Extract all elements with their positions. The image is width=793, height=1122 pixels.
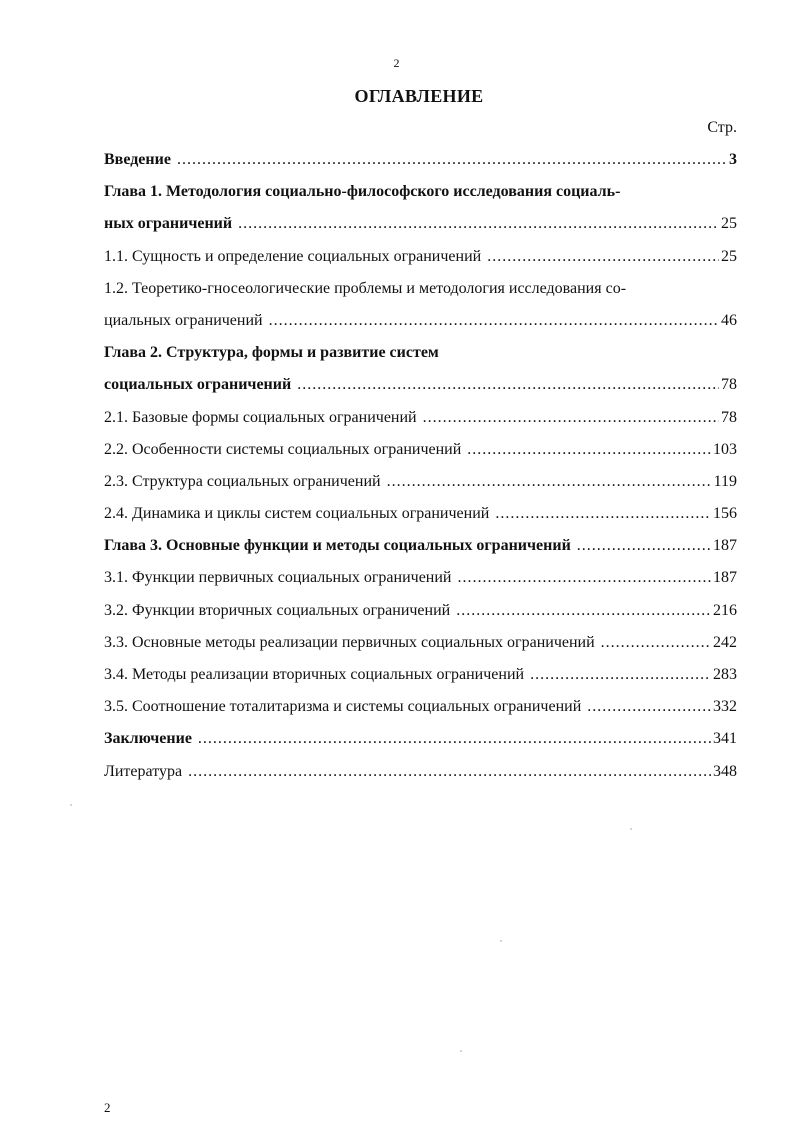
toc-entry-section-3-1[interactable]	[104, 562, 737, 594]
toc-leader-dots	[458, 562, 712, 594]
toc-entry-title: 1.2. Теоретико-гносеологические проблемы и методология исследования со-	[104, 279, 627, 297]
toc-leader-dots	[423, 402, 719, 434]
toc-leader-dots	[198, 723, 711, 755]
page-column-label: Стр.	[707, 119, 737, 136]
toc-entry-section-3-4[interactable]	[104, 659, 737, 691]
toc-entry-title: Заключение	[104, 730, 192, 748]
toc-entry-section-2-2[interactable]	[104, 434, 737, 466]
toc-entry-section-1-1[interactable]	[104, 241, 737, 273]
toc-entry-page: 341	[713, 730, 737, 748]
toc-entry-title: 2.1. Базовые формы социальных ограничений	[104, 408, 417, 426]
toc-entry-title: Глава 3. Основные функции и методы социальных ограничений	[104, 537, 571, 555]
toc-entry-page: 156	[713, 505, 737, 523]
toc-entry-page: 25	[721, 247, 737, 265]
page-number-top: 2	[393, 56, 400, 70]
toc-leader-dots	[601, 627, 711, 659]
toc-entry-section-3-3[interactable]	[104, 627, 737, 659]
page-title: ОГЛАВЛЕНИЕ	[354, 86, 484, 106]
toc-entry-section-1-2-line-1[interactable]	[104, 273, 737, 305]
toc-entry-title: Глава 2. Структура, формы и развитие систем	[104, 344, 439, 362]
toc-entry-title: Введение	[104, 151, 171, 168]
toc-leader-dots	[487, 241, 719, 273]
toc-entry-introduction[interactable]	[104, 144, 737, 176]
toc-entry-page: 187	[713, 537, 737, 555]
toc-entry-page: 3	[729, 151, 737, 168]
toc-leader-dots	[456, 595, 711, 627]
toc-entry-page: 103	[713, 440, 737, 458]
toc-leader-dots	[577, 530, 711, 562]
toc-entry-title: 3.4. Методы реализации вторичных социальных ограничений	[104, 666, 525, 683]
toc-entry-page: 46	[721, 311, 737, 329]
toc-leader-dots	[269, 305, 719, 337]
toc-leader-dots	[530, 659, 711, 691]
toc-entry-chapter-1-line-1[interactable]	[104, 176, 737, 208]
toc-entry-section-2-4[interactable]	[104, 498, 737, 530]
toc-leader-dots	[387, 466, 712, 498]
toc-entry-literature[interactable]	[104, 756, 737, 788]
scan-speck	[460, 1050, 462, 1052]
toc-entry-section-3-5[interactable]	[104, 691, 737, 723]
toc-entry-section-2-1[interactable]	[104, 402, 737, 434]
scan-speck	[630, 828, 632, 830]
toc-entry-title: 3.1. Функции первичных социальных ограничений	[104, 569, 452, 587]
scan-speck	[500, 940, 502, 942]
table-of-contents	[104, 144, 737, 788]
toc-leader-dots	[297, 369, 719, 401]
toc-entry-page: 78	[721, 408, 737, 426]
toc-entry-chapter-1-line-2[interactable]	[104, 208, 737, 240]
toc-entry-section-1-2-line-2[interactable]	[104, 305, 737, 337]
toc-entry-page: 348	[713, 762, 737, 780]
toc-entry-page: 283	[713, 666, 737, 683]
toc-entry-page: 187	[713, 569, 737, 587]
toc-entry-title: 3.3. Основные методы реализации первичных социальных ограничений	[104, 633, 595, 651]
toc-entry-chapter-2-line-2[interactable]	[104, 369, 737, 401]
toc-entry-title: 3.2. Функции вторичных социальных ограничений	[104, 601, 451, 619]
toc-entry-page: 242	[713, 633, 737, 651]
toc-entry-page: 216	[713, 601, 737, 619]
toc-leader-dots	[467, 434, 711, 466]
toc-leader-dots	[177, 144, 727, 176]
toc-leader-dots	[587, 691, 711, 723]
toc-entry-title: 2.3. Структура социальных ограничений	[104, 472, 381, 490]
toc-entry-chapter-2-line-1[interactable]	[104, 337, 737, 369]
toc-entry-page: 119	[713, 472, 737, 490]
toc-entry-page: 25	[721, 215, 737, 233]
toc-entry-title: 3.5. Соотношение тоталитаризма и системы социальных ограничений	[104, 698, 582, 716]
toc-entry-title: циальных ограничений	[104, 311, 263, 329]
toc-leader-dots	[495, 498, 711, 530]
toc-entry-section-2-3[interactable]	[104, 466, 737, 498]
toc-entry-page: 332	[713, 698, 737, 716]
toc-entry-title: Глава 1. Методология социально-философского исследования социаль-	[104, 183, 621, 201]
toc-entry-page: 78	[721, 376, 737, 394]
toc-entry-title: 2.2. Особенности системы социальных ограничений	[104, 440, 462, 458]
toc-entry-chapter-3[interactable]	[104, 530, 737, 562]
page-number-bottom: 2	[104, 1100, 111, 1115]
toc-leader-dots	[188, 756, 711, 788]
toc-leader-dots	[238, 208, 719, 240]
toc-entry-conclusion[interactable]	[104, 723, 737, 755]
toc-entry-title: Литература	[104, 762, 183, 780]
toc-entry-title: 2.4. Динамика и циклы систем социальных ограничений	[104, 505, 490, 523]
scan-speck	[70, 804, 72, 806]
toc-entry-title: ных ограничений	[104, 215, 233, 233]
toc-entry-title: социальных ограничений	[104, 376, 292, 394]
toc-entry-section-3-2[interactable]	[104, 595, 737, 627]
toc-entry-title: 1.1. Сущность и определение социальных ограничений	[104, 247, 482, 265]
